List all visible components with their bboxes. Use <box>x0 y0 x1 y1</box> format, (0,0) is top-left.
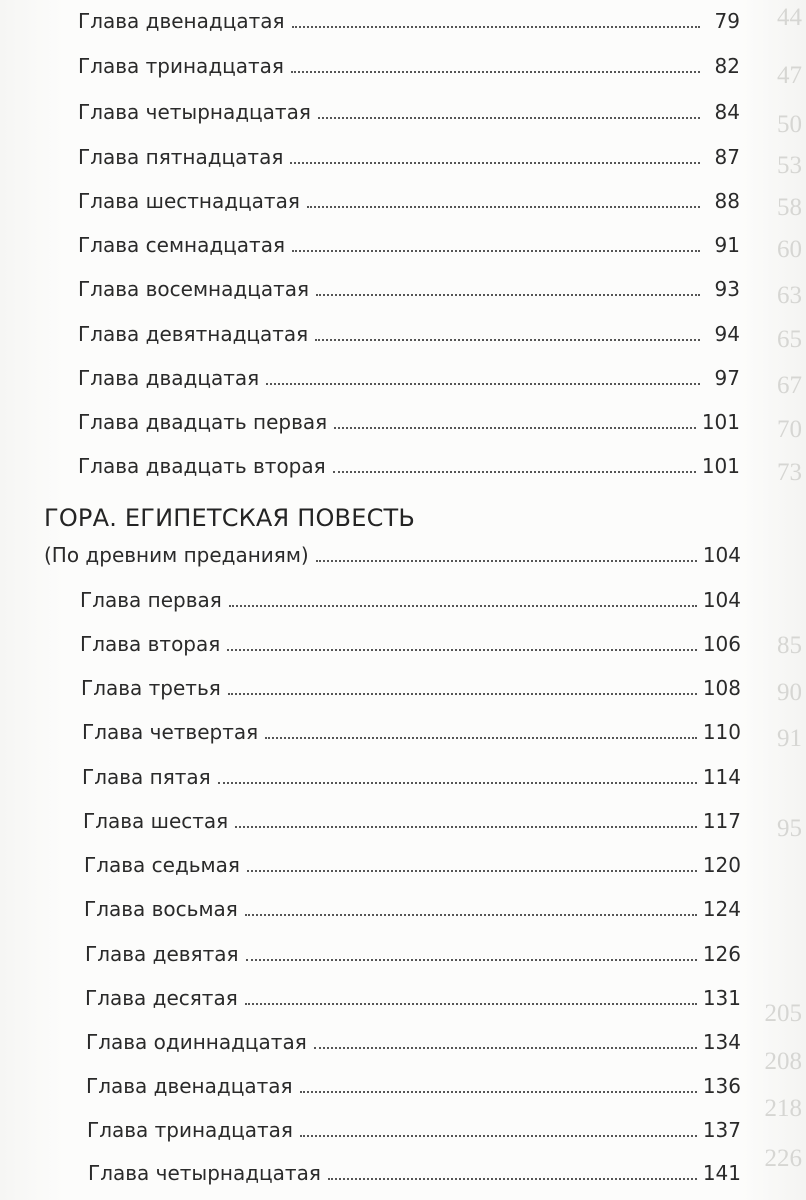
toc-entry-page: 136 <box>702 1074 741 1098</box>
toc-entry[interactable] <box>78 95 740 129</box>
bleed-through-text: 44 <box>777 4 802 31</box>
toc-entry-title: Глава двадцать первая <box>78 410 328 434</box>
toc-entry-title: Глава пятая <box>82 765 211 789</box>
toc-entry-title: Глава четырнадцатая <box>88 1161 321 1185</box>
toc-entry-title: Глава пятнадцатая <box>78 145 284 169</box>
dot-leader <box>245 914 697 916</box>
toc-entry-page: 82 <box>714 54 740 78</box>
dot-leader <box>318 117 700 119</box>
toc-entry[interactable] <box>87 1113 741 1147</box>
dot-leader <box>247 870 697 872</box>
toc-entry-title: Глава двенадцатая <box>86 1074 293 1098</box>
toc-entry-title: Глава двадцать вторая <box>78 454 326 478</box>
section-subtitle: (По древним преданиям) <box>44 543 309 567</box>
toc-entry-title: Глава двадцатая <box>78 366 260 390</box>
toc-entry[interactable] <box>86 1025 741 1059</box>
dot-leader <box>218 782 697 784</box>
toc-entry-page: 84 <box>714 100 740 124</box>
dot-leader <box>235 826 697 828</box>
toc-entry-page: 87 <box>714 145 740 169</box>
toc-entry-page: 101 <box>701 454 740 478</box>
toc-entry-page: 131 <box>702 986 741 1010</box>
toc-entry-title: Глава вторая <box>80 632 221 656</box>
toc-entry-page: 134 <box>702 1030 741 1054</box>
toc-entry-page: 91 <box>714 233 740 257</box>
toc-entry[interactable] <box>80 583 741 617</box>
toc-entry[interactable] <box>85 981 741 1015</box>
bleed-through-text: 60 <box>777 236 802 263</box>
toc-entry[interactable] <box>78 272 740 306</box>
toc-entry-title: Глава двенадцатая <box>78 9 285 33</box>
toc-entry-title: Глава восьмая <box>84 897 238 921</box>
toc-entry-title: Глава восемнадцатая <box>78 277 310 301</box>
toc-entry-page: 114 <box>702 765 741 789</box>
toc-entry-page: 141 <box>702 1161 741 1185</box>
dot-leader <box>227 649 697 651</box>
bleed-through-text: 67 <box>777 372 802 399</box>
toc-entry-title: Глава тринадцатая <box>87 1118 293 1142</box>
toc-entry[interactable] <box>81 671 741 705</box>
dot-leader <box>228 693 697 695</box>
dot-leader <box>315 339 700 341</box>
toc-entry-page: 126 <box>702 942 741 966</box>
section-subtitle-entry[interactable] <box>44 538 741 572</box>
bleed-through-text: 50 <box>777 111 802 138</box>
toc-entry[interactable] <box>84 848 741 882</box>
toc-entry-title: Глава девятнадцатая <box>78 322 309 346</box>
toc-entry-page: 110 <box>702 720 741 744</box>
bleed-through-text: 47 <box>777 62 802 89</box>
toc-entry-page: 120 <box>702 853 741 877</box>
toc-entry[interactable] <box>78 49 740 83</box>
dot-leader <box>300 1135 697 1137</box>
toc-entry[interactable] <box>78 317 740 351</box>
toc-entry-page: 137 <box>702 1118 741 1142</box>
toc-entry[interactable] <box>78 361 740 395</box>
toc-entry-page: 104 <box>702 588 741 612</box>
toc-entry-page: 101 <box>701 410 740 434</box>
toc-entry[interactable] <box>78 228 740 262</box>
dot-leader <box>314 1047 697 1049</box>
toc-entry-page: 79 <box>714 9 740 33</box>
dot-leader <box>300 1091 697 1093</box>
toc-entry-title: Глава третья <box>81 676 221 700</box>
dot-leader <box>292 250 700 252</box>
bleed-through-text: 205 <box>764 1000 802 1027</box>
toc-entry-title: Глава первая <box>80 588 222 612</box>
dot-leader <box>334 427 696 429</box>
dot-leader <box>266 383 700 385</box>
toc-entry-page: 97 <box>714 366 740 390</box>
toc-entry-title: Глава одиннадцатая <box>86 1030 307 1054</box>
toc-entry[interactable] <box>82 715 741 749</box>
dot-leader <box>229 605 697 607</box>
toc-entry[interactable] <box>78 449 740 483</box>
toc-entry-page: 124 <box>702 897 741 921</box>
bleed-through-text: 218 <box>764 1095 802 1122</box>
section-subtitle-page: 104 <box>702 543 741 567</box>
dot-leader <box>246 959 697 961</box>
bleed-through-text: 58 <box>777 194 802 221</box>
toc-entry-title: Глава шестнадцатая <box>78 189 300 213</box>
dot-leader <box>333 471 696 473</box>
toc-entry[interactable] <box>85 937 741 971</box>
toc-entry-title: Глава семнадцатая <box>78 233 285 257</box>
bleed-through-text: 73 <box>777 459 802 486</box>
toc-entry-page: 93 <box>714 277 740 301</box>
toc-entry-page: 88 <box>714 189 740 213</box>
bleed-through-text: 91 <box>777 725 802 752</box>
toc-entry-title: Глава тринадцатая <box>78 54 284 78</box>
bleed-through-text: 90 <box>777 679 802 706</box>
dot-leader <box>316 560 697 562</box>
dot-leader <box>316 294 700 296</box>
toc-entry[interactable] <box>78 140 740 174</box>
toc-entry-page: 108 <box>702 676 741 700</box>
bleed-through-text: 65 <box>777 326 802 353</box>
bleed-through-text: 208 <box>764 1048 802 1075</box>
section-title: ГОРА. ЕГИПЕТСКАЯ ПОВЕСТЬ <box>44 504 416 532</box>
toc-entry-page: 106 <box>702 632 741 656</box>
toc-entry[interactable] <box>80 627 741 661</box>
dot-leader <box>292 26 700 28</box>
toc-entry-title: Глава четырнадцатая <box>78 100 311 124</box>
bleed-through-text: 85 <box>777 632 802 659</box>
toc-entry[interactable] <box>84 892 741 926</box>
toc-entry-page: 94 <box>714 322 740 346</box>
toc-entry[interactable] <box>86 1069 741 1103</box>
bleed-through-text: 63 <box>777 282 802 309</box>
bleed-through-text: 226 <box>764 1145 802 1172</box>
toc-entry[interactable] <box>83 804 741 838</box>
dot-leader <box>290 162 700 164</box>
toc-entry[interactable] <box>82 760 741 794</box>
toc-entry-page: 117 <box>702 809 741 833</box>
toc-entry-title: Глава шестая <box>83 809 229 833</box>
dot-leader <box>265 737 697 739</box>
toc-entry-title: Глава десятая <box>85 986 238 1010</box>
dot-leader <box>291 71 700 73</box>
dot-leader <box>245 1003 697 1005</box>
bleed-through-text: 95 <box>777 815 802 842</box>
toc-entry[interactable] <box>78 184 740 218</box>
dot-leader <box>307 206 700 208</box>
dot-leader <box>328 1178 697 1180</box>
bleed-through-text: 70 <box>777 416 802 443</box>
toc-entry[interactable] <box>78 4 740 38</box>
bleed-through-text: 53 <box>777 152 802 179</box>
toc-entry[interactable] <box>78 405 740 439</box>
toc-entry-title: Глава седьмая <box>84 853 240 877</box>
toc-entry[interactable] <box>88 1156 741 1190</box>
toc-entry-title: Глава четвертая <box>82 720 259 744</box>
toc-entry-title: Глава девятая <box>85 942 239 966</box>
